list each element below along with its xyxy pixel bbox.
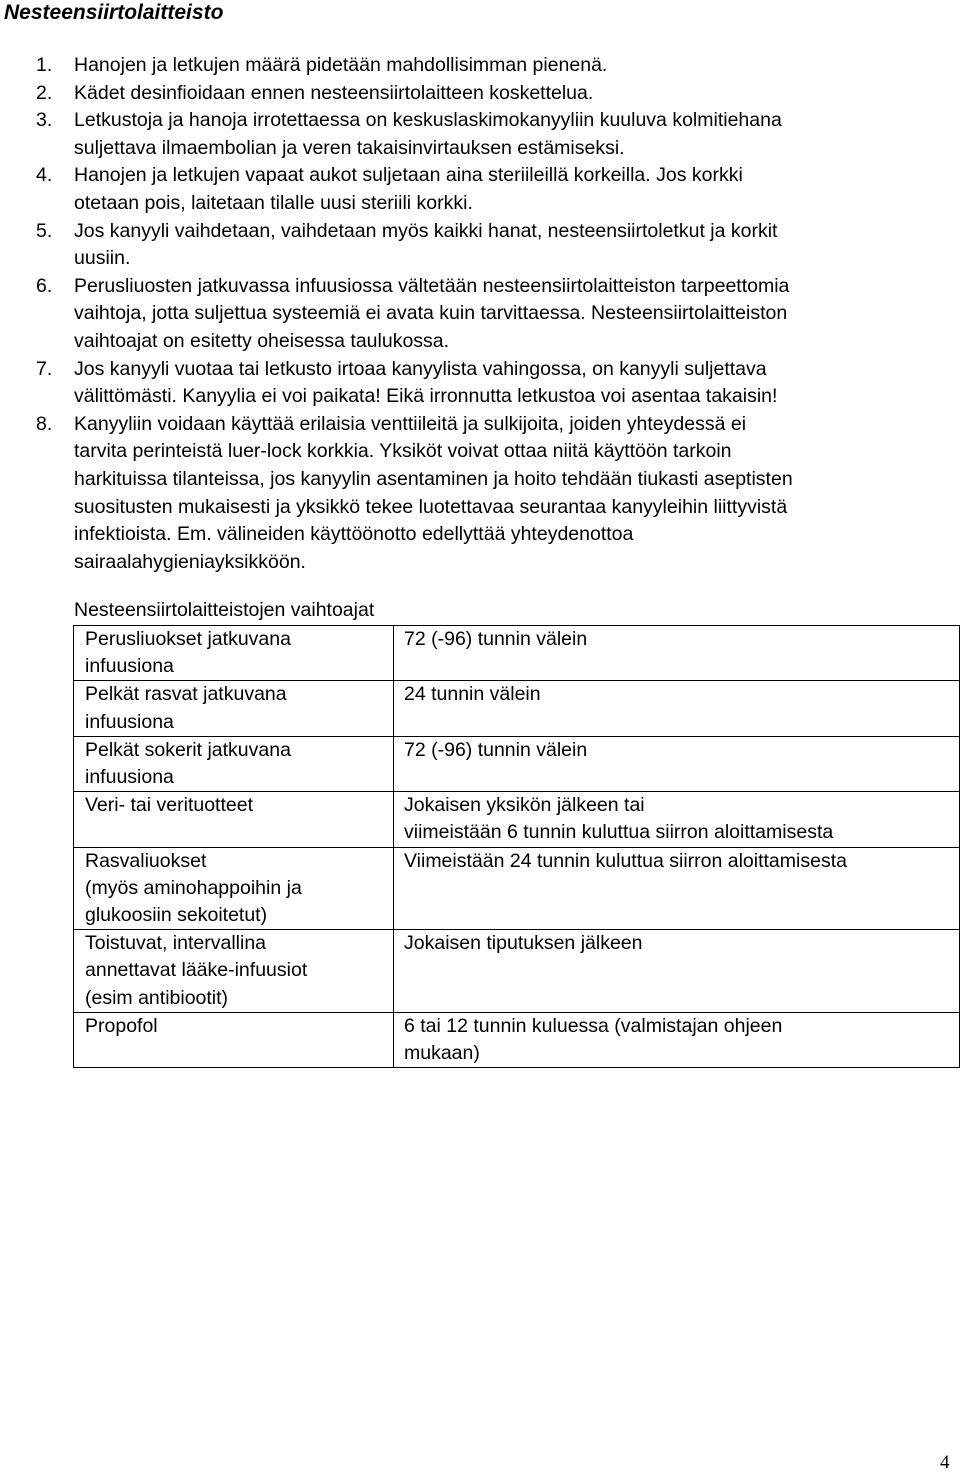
list-item-text: Hanojen ja letkujen määrä pidetään mahdollisimman pienenä. [74,54,608,76]
list-item [0,80,950,108]
page-number: 4 [940,1452,950,1473]
cell-line: 72 (-96) tunnin välein [404,628,588,650]
cell-line: Jokaisen tiputuksen jälkeen [404,932,643,955]
table-row [74,847,960,930]
table-cell-interval [394,792,960,847]
table-cell-interval [394,626,960,681]
table-cell-interval [394,847,960,930]
list-item-number: 8. [36,412,53,435]
list-item [0,218,950,273]
table-cell-label [74,736,394,791]
list-item-text: Letkustoja ja hanoja irrotettaessa on keskuslaskimokanyyliin kuuluva kolmitiehana [74,109,782,132]
list-item-text: Kädet desinfioidaan ennen nesteensiirtolaitteen koskettelua. [74,81,594,104]
cell-line: glukoosiin sekoitetut) [85,904,268,927]
cell-line: Propofol [85,1014,158,1037]
list-item [0,273,950,356]
cell-line: Veri- tai verituotteet [85,794,253,817]
table-title: Nesteensiirtolaitteistojen vaihtoajat [74,599,375,621]
list-item-number: 4. [36,164,53,187]
table-cell-interval [394,681,960,736]
list-item-text: Jos kanyyli vuotaa tai letkusto irtoaa kanyylista vahingossa, on kanyyli suljettava [74,357,767,380]
cell-line: Pelkät sokerit jatkuvana [85,738,291,761]
cell-line: annettavat lääke-infuusiot [85,959,308,982]
list-item-number: 6. [36,274,53,297]
cell-line: (esim antibiootit) [85,986,229,1009]
instruction-list [0,52,950,576]
list-item-text: Kanyyliin voidaan käyttää erilaisia venttiileitä ja sulkijoita, joiden yhteydessä ei [74,412,747,435]
list-item-text: vaihtoja, jotta suljettua systeemiä ei avata kuin tarvittaessa. Nesteensiirtolaitteiston [74,302,788,325]
cell-line: Rasvaliuokset [85,849,207,872]
list-item-text: tarvita perinteistä luer-lock korkkia. Yksiköt voivat ottaa niitä käyttöön tarkoin [74,440,732,463]
table-cell-label [74,930,394,1013]
cell-line: 6 tai 12 tunnin kuluessa (valmistajan ohjeen [404,1014,783,1037]
list-item-text: Jos kanyyli vaihdetaan, vaihdetaan myös kaikki hanat, nesteensiirtoletkut ja korkit [74,219,778,242]
list-item-number: 5. [36,219,53,242]
replacement-interval-table [73,625,960,1068]
cell-line: viimeistään 6 tunnin kuluttua siirron aloittamisesta [404,821,834,844]
cell-line: Perusliuokset jatkuvana [85,628,291,650]
cell-line: (myös aminohappoihin ja [85,876,302,899]
cell-line: Toistuvat, intervallina [85,932,267,955]
cell-line: mukaan) [404,1042,480,1065]
table-cell-interval [394,736,960,791]
list-item [0,52,950,80]
list-item-text: infektioista. Em. välineiden käyttöönotto edellyttää yhteydenottoa [74,523,634,546]
list-item [0,107,950,162]
table-row [74,930,960,1013]
list-item-number: 7. [36,357,53,380]
cell-line: 72 (-96) tunnin välein [404,738,588,761]
list-item-text: välittömästi. Kanyylia ei voi paikata! Eikä irronnutta letkustoa voi asentaa takaisin! [74,385,778,408]
table-cell-label [74,792,394,847]
list-item [0,162,950,217]
table-cell-label [74,681,394,736]
list-item-number: 1. [36,54,53,76]
table-row [74,792,960,847]
table-cell-interval [394,1012,960,1067]
table-cell-label [74,847,394,930]
cell-line: infuusiona [85,710,174,733]
list-item-text: suositusten mukaisesti ja yksikkö tekee luotettavaa seurantaa kanyyleihin liittyvistä [74,495,788,518]
list-item-text: Perusliuosten jatkuvassa infuusiossa vältetään nesteensiirtolaitteiston tarpeettomia [74,274,790,297]
list-item-text: otetaan pois, laitetaan tilalle uusi steriili korkki. [74,191,473,214]
cell-line: Pelkät rasvat jatkuvana [85,683,287,706]
list-item [0,356,950,411]
cell-line: infuusiona [85,766,174,789]
cell-line: infuusiona [85,655,174,678]
table-cell-label [74,1012,394,1067]
table-cell-interval [394,930,960,1013]
cell-line: Viimeistään 24 tunnin kuluttua siirron aloittamisesta [404,849,847,872]
table-row [74,681,960,736]
list-item-text: Hanojen ja letkujen vapaat aukot suljetaan aina steriileillä korkeilla. Jos korkki [74,164,743,187]
list-item-number: 2. [36,81,53,104]
list-item-text: sairaalahygieniayksikköön. [74,550,306,573]
list-item-text: harkituissa tilanteissa, jos kanyylin asentaminen ja hoito tehdään tiukasti aseptisten [74,467,793,490]
list-item-text: vaihtoajat on esitetty oheisessa taulukossa. [74,329,450,352]
cell-line: Jokaisen yksikön jälkeen tai [404,794,645,817]
list-item-number: 3. [36,109,53,132]
cell-line: 24 tunnin välein [404,683,541,706]
table-row [74,1012,960,1067]
table-cell-label [74,626,394,681]
list-item [0,411,950,577]
list-item-text: suljettava ilmaembolian ja veren takaisinvirtauksen estämiseksi. [74,136,625,159]
document-heading: Nesteensiirtolaitteisto [4,1,224,24]
table-row [74,626,960,681]
list-item-text: uusiin. [74,247,131,270]
table-row [74,736,960,791]
